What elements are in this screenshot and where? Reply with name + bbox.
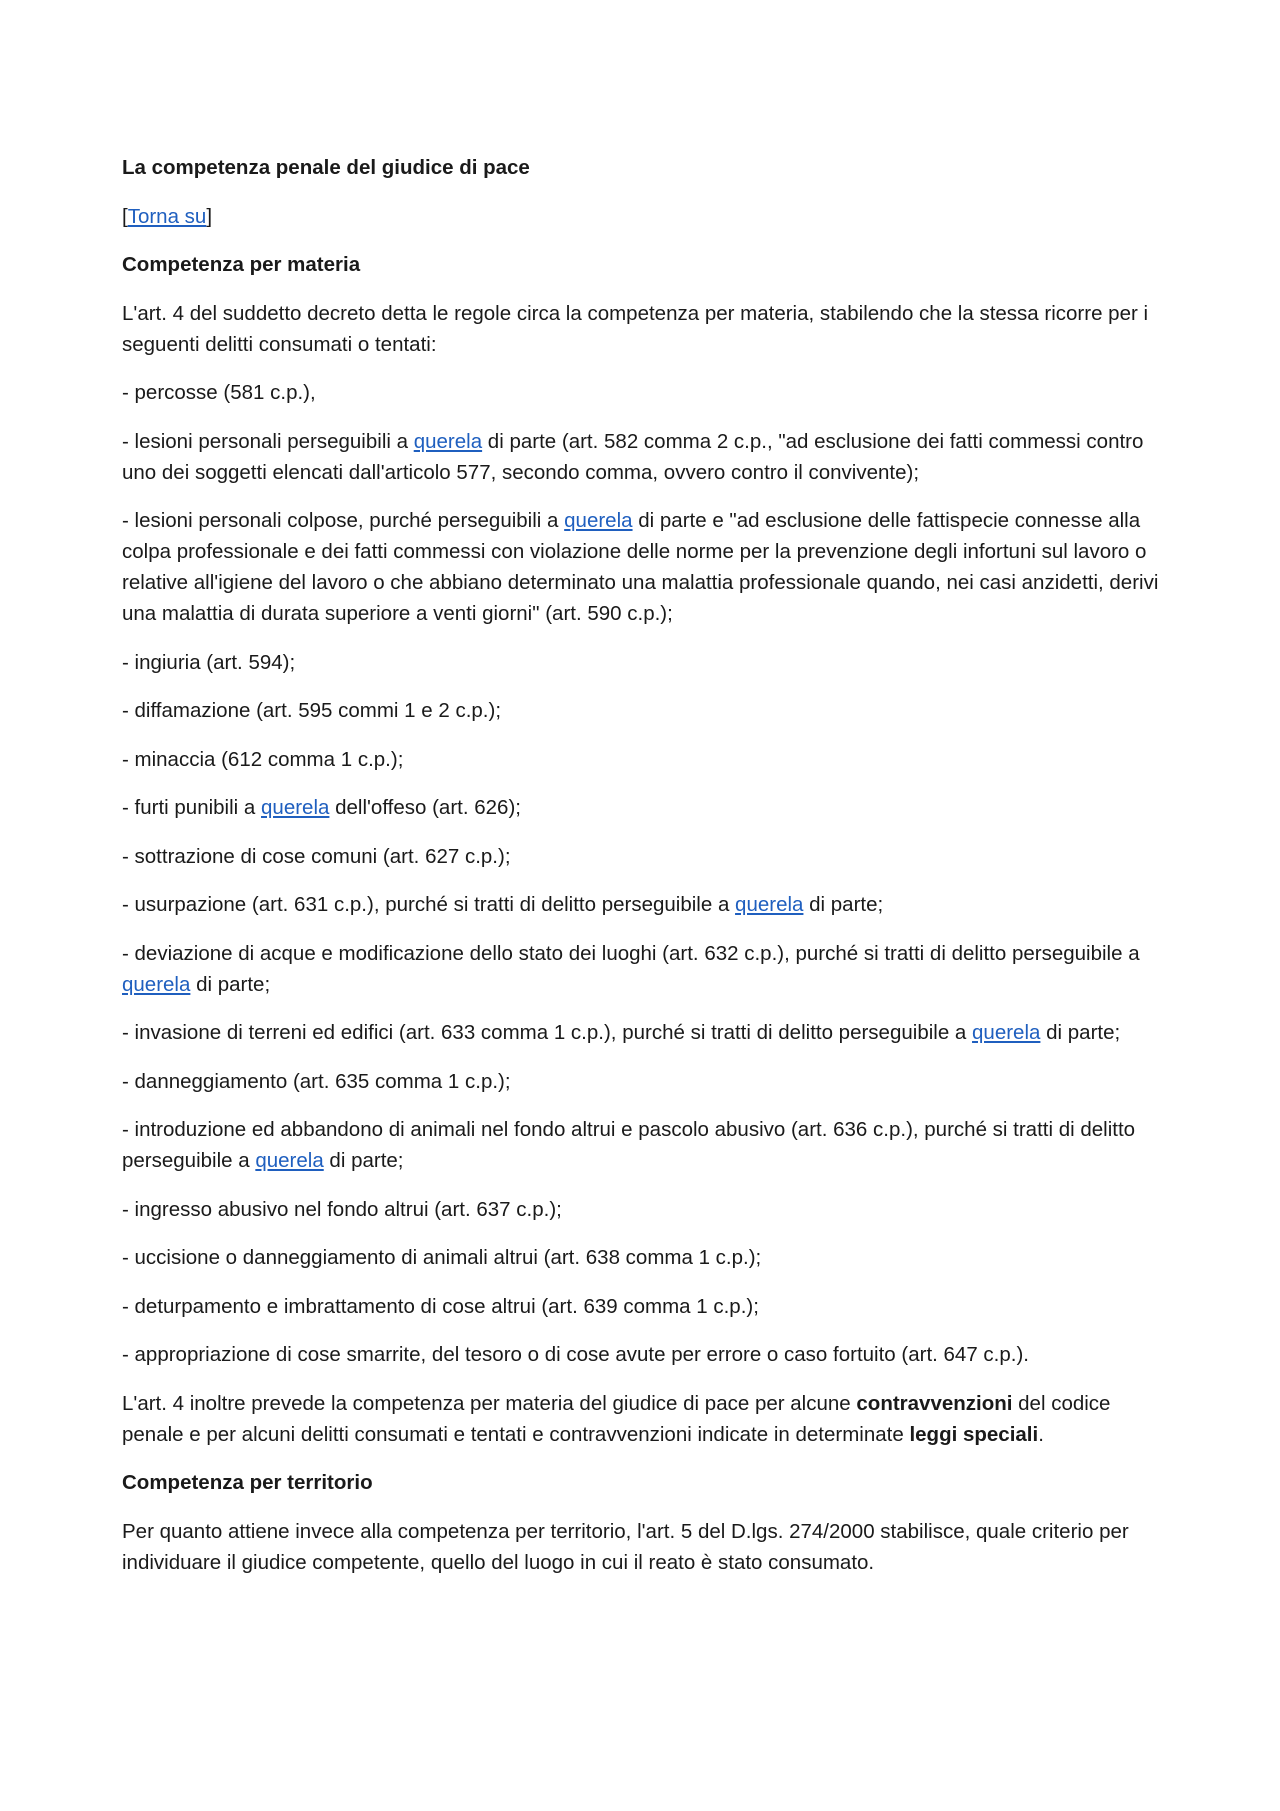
list-item: - ingiuria (art. 594); xyxy=(122,650,296,674)
section-heading-materia: Competenza per materia xyxy=(122,253,361,276)
back-link-line xyxy=(122,201,1172,232)
querela-link[interactable]: querela xyxy=(122,972,191,996)
list-item: - sottrazione di cose comuni (art. 627 c.p.); xyxy=(122,844,511,868)
list-item-text: di parte (art. 582 comma 2 c.p., "ad esclusione dei fatti commessi contro uno dei soggetti elencati dall'articolo 577, secondo comma, ovvero contro il convivente); xyxy=(122,429,1144,484)
document-title: La competenza penale del giudice di pace xyxy=(122,156,530,179)
list-item-text: dell'offeso (art. 626); xyxy=(329,796,521,819)
list-item xyxy=(122,938,1172,1000)
list-item-text: di parte; xyxy=(803,893,884,916)
list-item-text: - lesioni personali colpose, purché perseguibili a xyxy=(122,509,565,532)
list-item xyxy=(122,505,1172,629)
list-item xyxy=(122,792,1172,823)
querela-link[interactable]: querela xyxy=(735,893,804,916)
list-item xyxy=(122,1017,1172,1048)
list-item: - percosse (581 c.p.), xyxy=(122,381,316,404)
list-item-text: - usurpazione (art. 631 c.p.), purché si tratti di delitto perseguibile a xyxy=(122,893,736,916)
closing-text: . xyxy=(1038,1422,1044,1446)
querela-link[interactable]: querela xyxy=(413,429,483,453)
list-item-text: - furti punibili a xyxy=(122,796,262,819)
list-item-text: di parte; xyxy=(1040,1021,1121,1044)
list-item-text: - deviazione di acque e modificazione dello stato dei luoghi (art. 632 c.p.), purché si tratti di delitto perseguibile a xyxy=(122,941,1140,965)
bracket-open: [ xyxy=(122,204,128,228)
territory-paragraph: Per quanto attiene invece alla competenza per territorio, l'art. 5 del D.lgs. 274/2000 stabilisce, quale criterio per individuare il giudice competente, quello del luogo in cui il reato è stato consumato. xyxy=(122,1519,1129,1574)
list-item-text: - invasione di terreni ed edifici (art. 633 comma 1 c.p.), purché si tratti di delitto perseguibile a xyxy=(122,1021,973,1044)
list-item-text: di parte; xyxy=(190,972,271,996)
closing-paragraph xyxy=(122,1388,1172,1450)
querela-link[interactable]: querela xyxy=(255,1149,324,1172)
list-item: - appropriazione di cose smarrite, del tesoro o di cose avute per errore o caso fortuito (art. 647 c.p.). xyxy=(122,1343,1029,1366)
list-item xyxy=(122,1114,1172,1176)
list-item xyxy=(122,426,1172,488)
bracket-close: ] xyxy=(206,204,213,228)
intro-paragraph: L'art. 4 del suddetto decreto detta le regole circa la competenza per materia, stabilendo che la stessa ricorre per i seguenti delitti consumati o tentati: xyxy=(122,301,1149,356)
list-item: - diffamazione (art. 595 commi 1 e 2 c.p.); xyxy=(122,699,502,722)
list-item xyxy=(122,889,1172,920)
list-item: - deturpamento e imbrattamento di cose altrui (art. 639 comma 1 c.p.); xyxy=(122,1294,759,1318)
querela-link[interactable]: querela xyxy=(261,796,330,819)
closing-bold-leggi-speciali: leggi speciali xyxy=(909,1422,1039,1446)
list-item: - minaccia (612 comma 1 c.p.); xyxy=(122,747,404,771)
torna-su-link[interactable]: Torna su xyxy=(127,204,207,228)
section-heading-territorio: Competenza per territorio xyxy=(122,1471,373,1494)
querela-link[interactable]: querela xyxy=(564,509,633,532)
document-page xyxy=(122,152,1172,1595)
list-item: - danneggiamento (art. 635 comma 1 c.p.); xyxy=(122,1069,511,1093)
list-item-text: di parte e "ad esclusione delle fattispecie connesse alla colpa professionale e dei fatti commessi con violazione delle norme per la prevenzione degli infortuni sul lavoro o relative all'igiene del lavoro o che abbiano determinato una malattia professionale quando, nei casi anzidetti, derivi una malattia di durata superiore a venti giorni" (art. 590 c.p.); xyxy=(122,509,1159,625)
querela-link[interactable]: querela xyxy=(972,1021,1041,1044)
closing-text: L'art. 4 inoltre prevede la competenza per materia del giudice di pace per alcune xyxy=(122,1391,857,1415)
list-item-text: di parte; xyxy=(323,1149,404,1172)
closing-text: del codice penale e per alcuni delitti consumati e tentati e contravvenzioni indicate in determinate xyxy=(122,1391,1111,1446)
list-item-text: - lesioni personali perseguibili a xyxy=(122,429,414,453)
list-item: - ingresso abusivo nel fondo altrui (art. 637 c.p.); xyxy=(122,1197,562,1221)
closing-bold-contravvenzioni: contravvenzioni xyxy=(856,1391,1013,1415)
list-item-text: - introduzione ed abbandono di animali nel fondo altrui e pascolo abusivo (art. 636 c.p.), purché si tratti di delitto perseguibile a xyxy=(122,1118,1136,1172)
list-item: - uccisione o danneggiamento di animali altrui (art. 638 comma 1 c.p.); xyxy=(122,1246,762,1269)
